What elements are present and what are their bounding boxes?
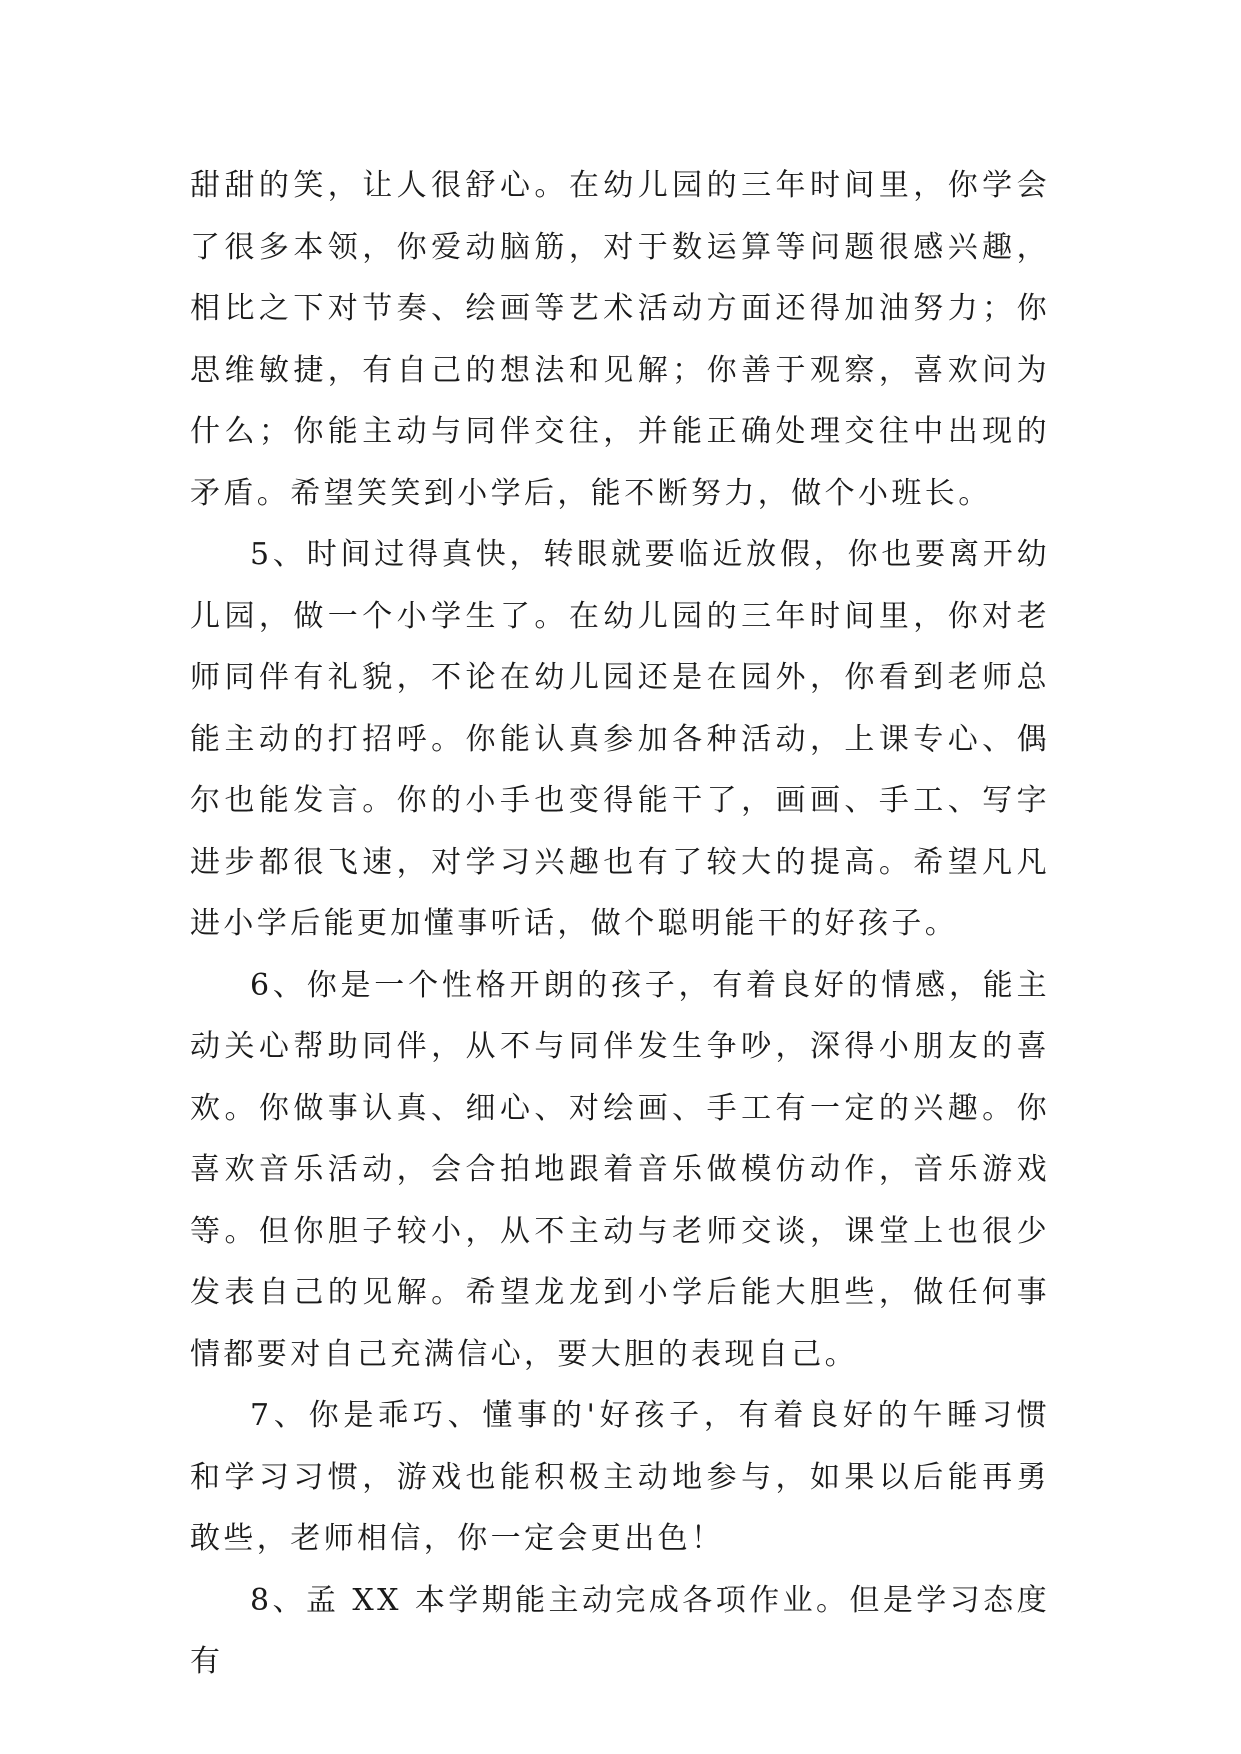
paragraph-5: 5、时间过得真快，转眼就要临近放假，你也要离开幼儿园，做一个小学生了。在幼儿园的三年时间里，你对老师同伴有礼貌，不论在幼儿园还是在园外，你看到老师总能主动的打招呼。你能认真参加各种活动，上课专心、偶尔也能发言。你的小手也变得能干了，画画、手工、写字进步都很飞速，对学习兴趣也有了较大的提高。希望凡凡进小学后能更加懂事听话，做个聪明能干的好孩子。 bbox=[190, 537, 1050, 941]
paragraph-8: 8、孟 XX 本学期能主动完成各项作业。但是学习态度有 bbox=[190, 1582, 1050, 1679]
paragraph-7: 7、你是乖巧、懂事的'好孩子，有着良好的午睡习惯和学习习惯，游戏也能积极主动地参与，如果以后能再勇敢些，老师相信，你一定会更出色！ bbox=[190, 1398, 1050, 1556]
paragraph-6: 6、你是一个性格开朗的孩子，有着良好的情感，能主动关心帮助同伴，从不与同伴发生争吵，深得小朋友的喜欢。你做事认真、细心、对绘画、手工有一定的兴趣。你喜欢音乐活动，会合拍地跟着音乐做模仿动作，音乐游戏等。但你胆子较小，从不主动与老师交谈，课堂上也很少发表自己的见解。希望龙龙到小学后能大胆些，做任何事情都要对自己充满信心，要大胆的表现自己。 bbox=[190, 967, 1050, 1372]
document-body bbox=[190, 155, 1050, 1693]
paragraph-4-continued: 甜甜的笑，让人很舒心。在幼儿园的三年时间里，你学会了很多本领，你爱动脑筋，对于数运算等问题很感兴趣，相比之下对节奏、绘画等艺术活动方面还得加油努力；你思维敏捷，有自己的想法和见解；你善于观察，喜欢问为什么；你能主动与同伴交往，并能正确处理交往中出现的矛盾。希望笑笑到小学后，能不断努力，做个小班长。 bbox=[190, 168, 1050, 511]
